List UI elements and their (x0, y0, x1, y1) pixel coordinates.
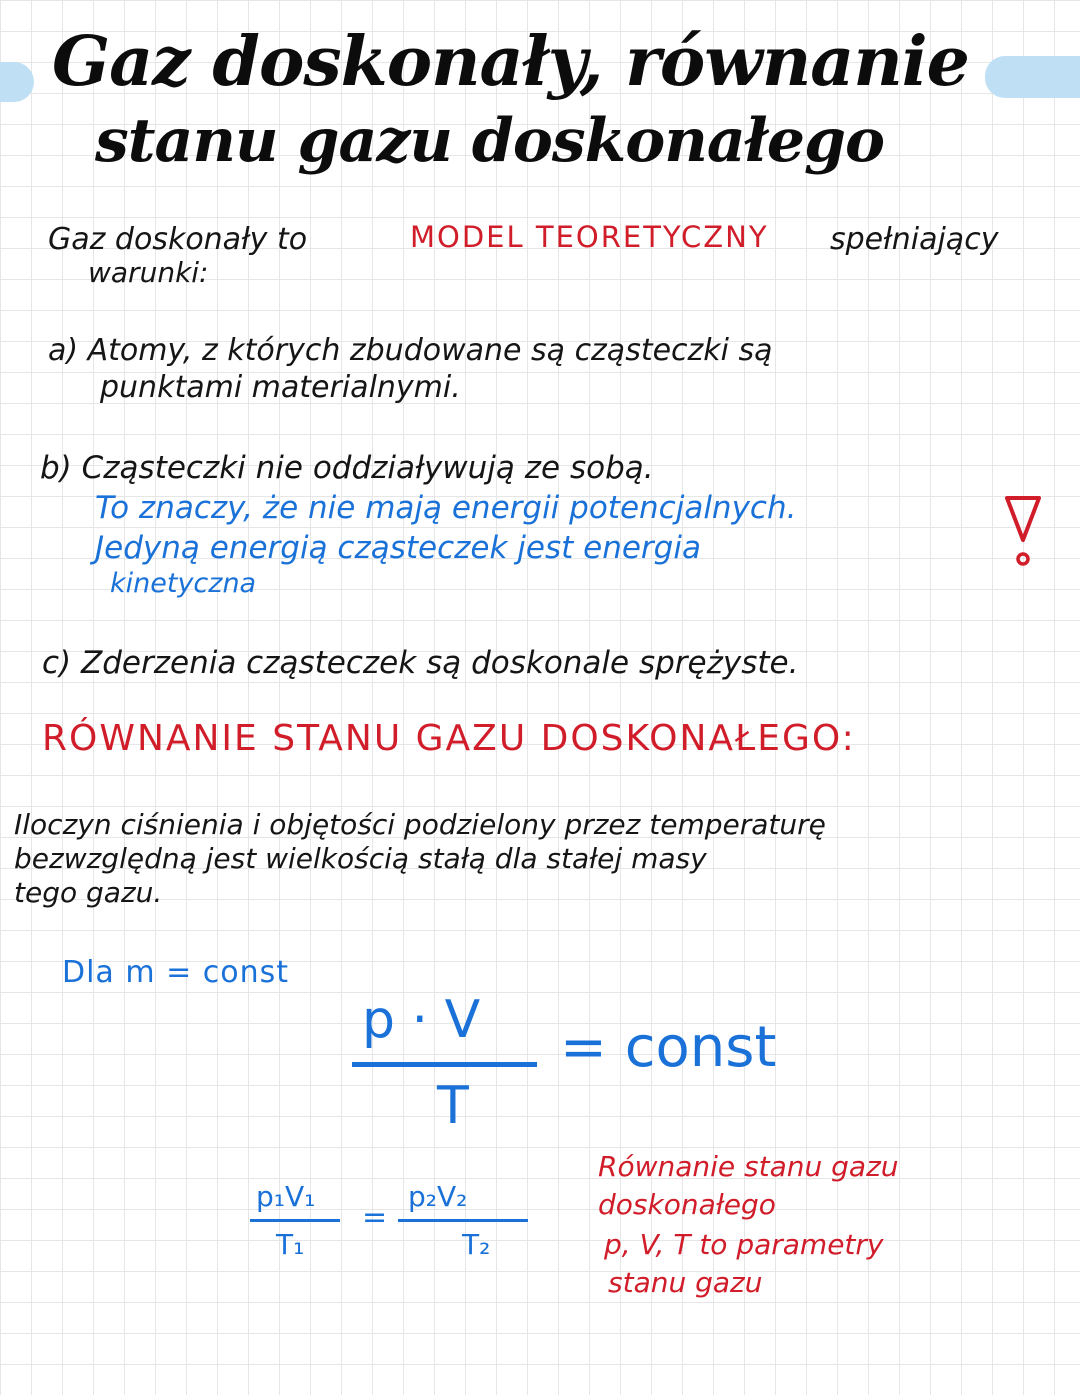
title-line-1: Gaz doskonały, równanie (52, 22, 969, 102)
equation2-right-bar (398, 1219, 528, 1222)
equation2-equals: = (362, 1200, 388, 1235)
equation2-right-denominator: T₂ (462, 1228, 491, 1261)
side-note-line-3: p, V, T to parametry (604, 1228, 884, 1261)
condition-b-note-3: kinetyczna (110, 568, 257, 599)
equation2-left-numerator: p₁V₁ (256, 1180, 316, 1213)
equation2-right-numerator: p₂V₂ (408, 1180, 468, 1213)
equation2-left-denominator: T₁ (276, 1228, 305, 1261)
condition-a-line-1: a) Atomy, z których zbudowane są cząsteczki są (48, 333, 773, 368)
equation-numerator: p · V (362, 990, 481, 1050)
intro-model: MODEL TEORETYCZNY (410, 220, 769, 254)
statement-line-3: tego gazu. (14, 876, 163, 909)
section-heading: RÓWNANIE STANU GAZU DOSKONAŁEGO: (42, 718, 856, 759)
equation-fraction-bar (352, 1062, 537, 1067)
title-line-2: stanu gazu doskonałego (95, 106, 884, 176)
side-note-line-2: doskonałego (598, 1188, 776, 1221)
intro-suffix: spełniający (830, 222, 999, 257)
condition-c-line-1: c) Zderzenia cząsteczek są doskonale sprężyste. (42, 645, 799, 681)
intro-prefix: Gaz doskonały to (48, 222, 308, 257)
mass-condition: Dla m = const (62, 955, 290, 990)
side-note-line-1: Równanie stanu gazu (598, 1150, 899, 1183)
condition-b-note-1: To znaczy, że nie mają energii potencjalnych. (95, 490, 797, 526)
statement-line-2: bezwzględną jest wielkością stałą dla stałej masy (14, 842, 707, 875)
highlight-mark-right (985, 56, 1080, 98)
highlight-mark-left (0, 62, 34, 102)
condition-a-line-2: punktami materialnymi. (100, 370, 461, 405)
equation2-left-bar (250, 1219, 340, 1222)
condition-b-note-2: Jedyną energią cząsteczek jest energia (95, 530, 701, 566)
equation-denominator: T (437, 1076, 469, 1136)
side-note-line-4: stanu gazu (608, 1266, 763, 1299)
warning-icon (1003, 492, 1043, 572)
condition-b-line-1: b) Cząsteczki nie oddziaływują ze sobą. (40, 450, 654, 486)
statement-line-1: Iloczyn ciśnienia i objętości podzielony przez temperaturę (14, 808, 826, 841)
intro-line-2: warunki: (88, 256, 209, 289)
equation-rhs: = const (560, 1015, 777, 1080)
